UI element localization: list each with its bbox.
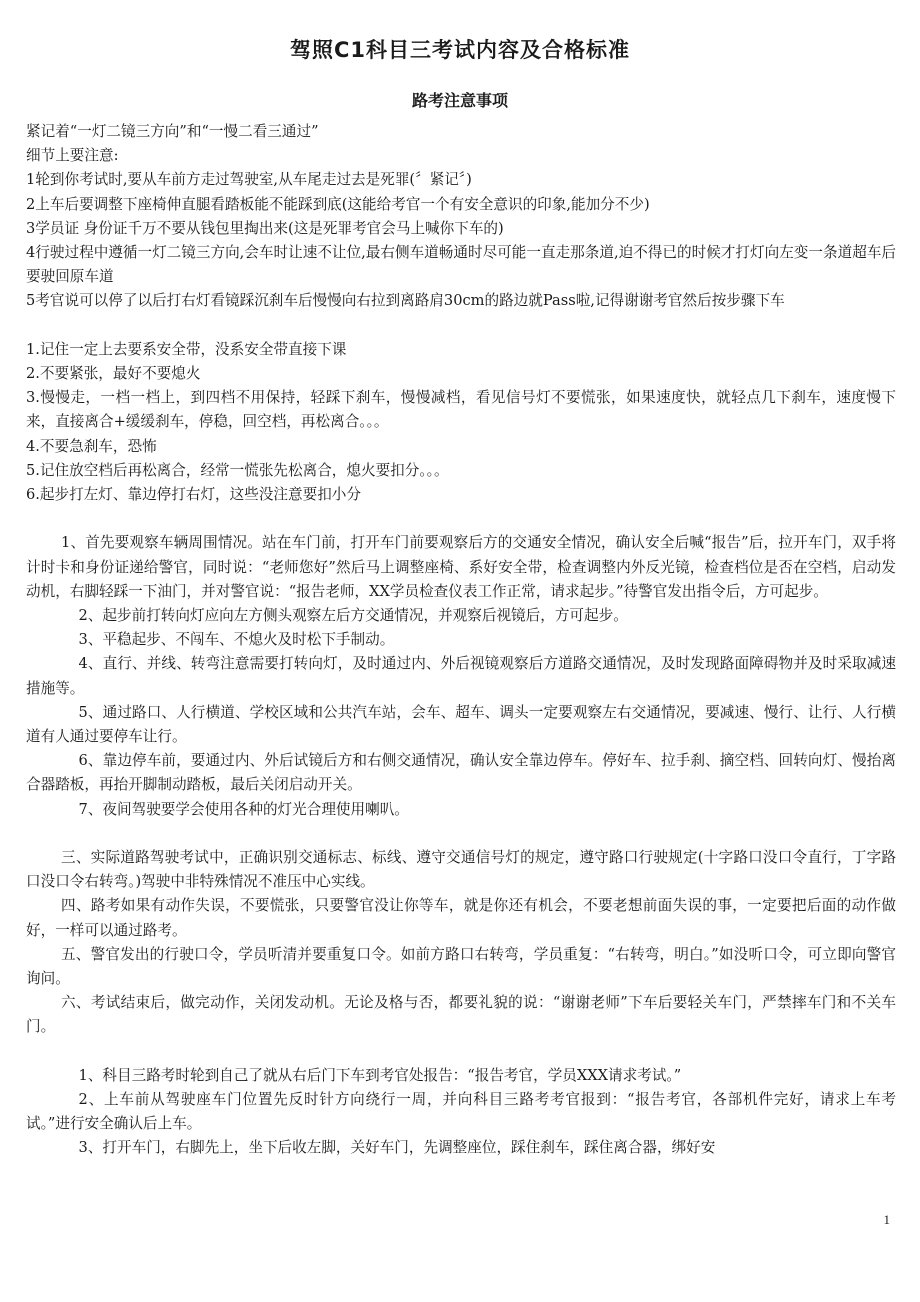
paragraph: 3.慢慢走，一档一档上，到四档不用保持，轻踩下刹车，慢慢减档，看见信号灯不要慌张，如果速度快，就轻点几下刹车，速度慢下来，直接离合+缓缓刹车，停稳，回空档，再松离合。。。 [26, 389, 896, 431]
paragraph: 四、路考如果有动作失误，不要慌张，只要警官没让你等车，就是你还有机会，不要老想前面失误的事，一定要把后面的动作做好，一样可以通过路考。 [26, 897, 896, 939]
paragraph: 6.起步打左灯、靠边停打右灯，这些没注意要扣小分 [26, 486, 361, 504]
paragraph: 5、通过路口、人行横道、学校区域和公共汽车站，会车、超车、调头一定要观察左右交通情况，要减速、慢行、让行、人行横道有人通过要停车让行。 [26, 703, 896, 746]
page-subtitle: 路考注意事项 [411, 91, 508, 110]
paragraph: 3、打开车门，右脚先上，坐下后收左脚，关好车门，先调整座位，踩住刹车，踩住离合器，绑好安 [78, 1139, 716, 1157]
paragraph: 紧记着“一灯二镜三方向”和“一慢二看三通过” [26, 123, 319, 140]
paragraph: 2上车后要调整下座椅伸直腿看踏板能不能踩到底(这能给考官一个有安全意识的印象,能加分不少) [26, 195, 650, 213]
paragraph: 3学员证 身份证千万不要从钱包里掏出来(这是死罪考官会马上喊你下车的) [26, 219, 504, 237]
paragraph: 6、靠边停车前，要通过内、外后试镜后方和右侧交通情况，确认安全靠边停车。停好车、拉手刹、摘空档、回转向灯、慢抬离合器踏板，再抬开脚制动踏板，最后关闭启动开关。 [26, 752, 896, 794]
paragraph: 5考官说可以停了以后打右灯看镜踩沉刹车后慢慢向右拉到离路肩30cm的路边就Pass啦,记得谢谢考官然后按步骤下车 [26, 292, 785, 310]
spacer [26, 507, 896, 531]
paragraph: 2、上车前从驾驶座车门位置先反时针方向绕行一周，并向科目三路考考官报到：“报告考官，各部机件完好，请求上车考试。”进行安全确认后上车。 [26, 1091, 896, 1133]
paragraph: 1、首先要观察车辆周围情况。站在车门前，打开车门前要观察后方的交通安全情况，确认安全后喊“报告”后，拉开车门，双手将计时卡和身份证递给警官，同时说：“老师您好”然后马上调整座椅、系好安全带，检查调整内外反光镜，检查档位是否在空档，启动发动机，右脚轻踩一下油门，并对警官说：“报告老师，XX学员检查仪表工作正常，请求起步。”待警官发出指令后，方可起步。 [26, 534, 896, 600]
paragraph: 7、夜间驾驶要学会使用各种的灯光合理使用喇叭。 [78, 800, 409, 818]
paragraph: 2、起步前打转向灯应向左方侧头观察左后方交通情况，并观察后视镜后，方可起步。 [78, 607, 628, 625]
paragraph: 5.记住放空档后再松离合，经常一慌张先松离合，熄火要扣分。。。 [26, 461, 449, 479]
paragraph: 1轮到你考试时,要从车前方走过驾驶室,从车尾走过去是死罪(〞紧记〞) [26, 171, 472, 189]
paragraph: 4.不要急刹车，恐怖 [26, 437, 157, 455]
spacer [26, 314, 896, 338]
paragraph: 1.记住一定上去要系安全带，没系安全带直接下课 [26, 340, 347, 358]
paragraph: 1、科目三路考时轮到自己了就从右后门下车到考官处报告：“报告考官，学员XXX请求考试。” [78, 1066, 682, 1084]
paragraph: 2.不要紧张，最好不要熄火 [26, 365, 201, 383]
paragraph: 3、平稳起步、不闯车、不熄火及时松下手制动。 [78, 631, 395, 649]
spacer [26, 822, 896, 846]
spacer [26, 1040, 896, 1064]
paragraph: 细节上要注意: [26, 147, 119, 165]
paragraph: 五、警官发出的行驶口令，学员听清并要重复口令。如前方路口右转弯，学员重复：“右转弯，明白。”如没听口令，可立即向警官询问。 [26, 945, 896, 988]
paragraph: 三、实际道路驾驶考试中，正确识别交通标志、标线、遵守交通信号灯的规定，遵守路口行驶规定(十字路口没口令直行，丁字路口没口令右转弯。)驾驶中非特殊情况不准压中心实线。 [26, 849, 896, 891]
page-number: 1 [883, 1212, 890, 1227]
paragraph: 4、直行、并线、转弯注意需要打转向灯，及时通过内、外后视镜观察后方道路交通情况，及时发现路面障碍物并及时采取减速措施等。 [26, 655, 896, 697]
paragraph: 六、考试结束后，做完动作，关闭发动机。无论及格与否，都要礼貌的说：“谢谢老师”下车后要轻关车门，严禁摔车门和不关车门。 [26, 994, 896, 1036]
page-title: 驾照C1科目三考试内容及合格标准 [289, 38, 631, 62]
paragraph: 4行驶过程中遵循一灯二镜三方向,会车时让速不让位,最右侧车道畅通时尽可能一直走那条道,迫不得已的时候才打灯向左变一条道超车后要驶回原车道 [26, 244, 896, 286]
document-body [26, 120, 896, 1161]
